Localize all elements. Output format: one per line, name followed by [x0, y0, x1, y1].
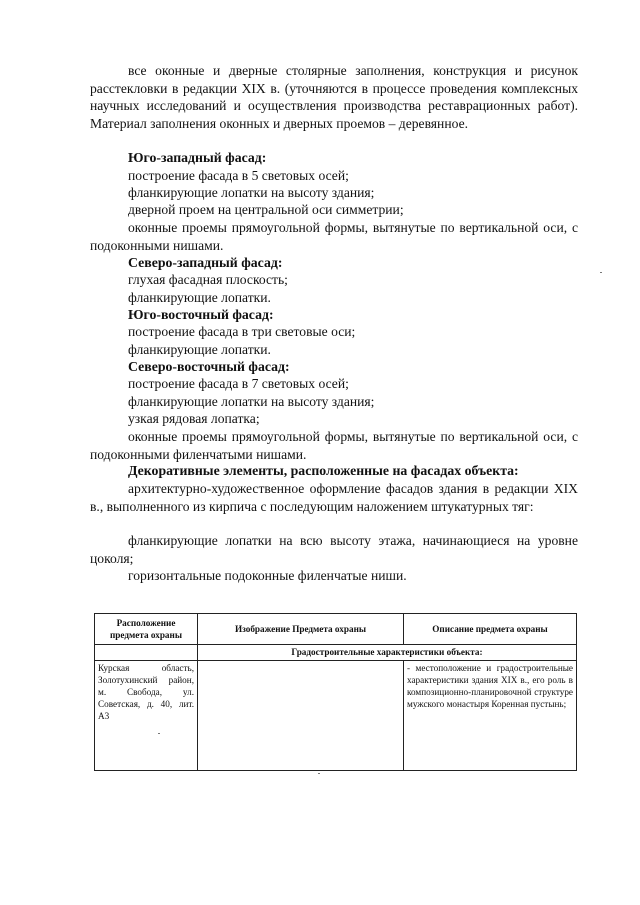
- list-item: фланкирующие лопатки.: [128, 342, 271, 357]
- list-item: построение фасада в 5 световых осей;: [128, 168, 349, 183]
- table-section-row: [95, 645, 577, 660]
- cell-location: Курская область, Золотухинский район, м. Свобода, ул. Советская, д. 40, лит. А3: [95, 660, 198, 770]
- paragraph-southwest-windows: оконные проемы прямоугольной формы, вытянутые по вертикальной оси, с подоконными нишами.: [90, 220, 578, 253]
- list-item: фланкирующие лопатки на высоту здания;: [128, 394, 375, 409]
- cell-description: - местоположение и градостроительные характеристики здания XIX в., его роль в композиционно-планировочной структуре мужского монастыря Коренная пустынь;: [404, 660, 577, 770]
- table-header-row: [95, 614, 577, 645]
- table-row: [95, 660, 577, 770]
- paragraph-northeast-windows: оконные проемы прямоугольной формы, вытянутые по вертикальной оси, с подоконными филенчатыми нишами.: [90, 429, 578, 462]
- list-item: фланкирующие лопатки.: [128, 290, 271, 305]
- heading-northeast-facade: Северо-восточный фасад:: [128, 359, 290, 374]
- scan-speck: [600, 272, 602, 273]
- cell-image: [198, 660, 404, 770]
- heading-southwest-facade: Юго-западный фасад:: [128, 150, 267, 165]
- list-item: фланкирующие лопатки на высоту здания;: [128, 185, 375, 200]
- heading-southeast-facade: Юго-восточный фасад:: [128, 307, 274, 322]
- column-header-description: Описание предмета охраны: [404, 614, 577, 645]
- column-header-location: Расположение предмета охраны: [95, 614, 198, 645]
- column-header-image: Изображение Предмета охраны: [198, 614, 404, 645]
- list-item: глухая фасадная плоскость;: [128, 272, 288, 287]
- list-item: дверной проем на центральной оси симметрии;: [128, 202, 404, 217]
- heading-northwest-facade: Северо-западный фасад:: [128, 255, 283, 270]
- section-title-urban-characteristics: Градостроительные характеристики объекта:: [198, 645, 577, 660]
- heading-decorative-elements: Декоративные элементы, расположенные на фасадах объекта:: [128, 463, 519, 478]
- list-item: узкая рядовая лопатка;: [128, 411, 260, 426]
- list-item: построение фасада в три световые оси;: [128, 324, 356, 339]
- scan-speck: [318, 773, 320, 774]
- list-item: построение фасада в 7 световых осей;: [128, 376, 349, 391]
- paragraph-intro: все оконные и дверные столярные заполнения, конструкция и рисунок расстекловки в редакции XIX в. (уточняются в процессе проведения комплексных научных исследований и осуществления производства реставрационных работ). Материал заполнения оконных и дверных проемов – деревянное.: [90, 63, 578, 131]
- protection-subject-table: [94, 613, 577, 771]
- scan-speck: [158, 733, 160, 734]
- paragraph-decor-design: архитектурно-художественное оформление фасадов здания в редакции XIX в., выполненного из кирпича с последующим наложением штукатурных тяг:: [90, 481, 578, 514]
- paragraph-decor-niches: горизонтальные подоконные филенчатые ниши.: [128, 568, 407, 583]
- paragraph-decor-pilasters: фланкирующие лопатки на всю высоту этажа, начинающиеся на уровне цоколя;: [90, 533, 578, 566]
